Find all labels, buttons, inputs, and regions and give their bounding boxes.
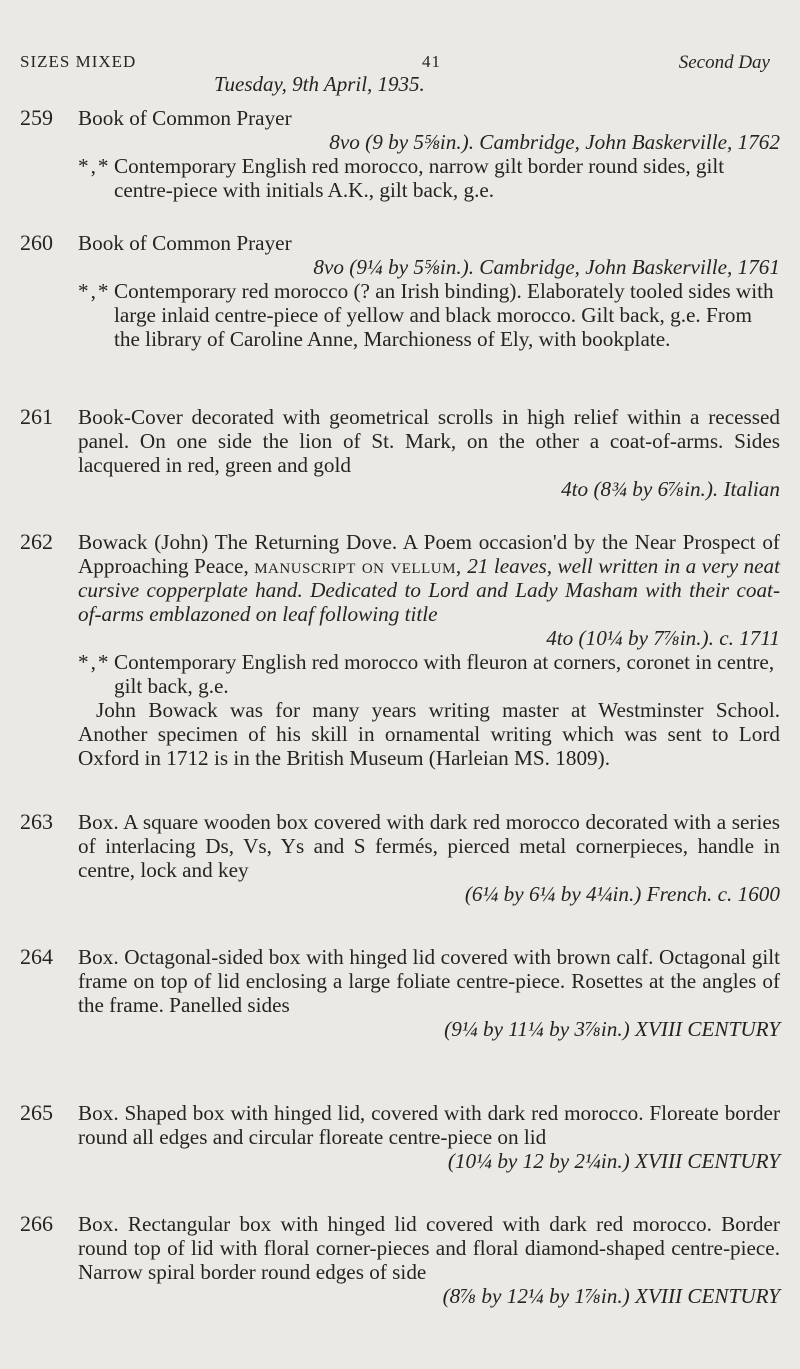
lot-imprint: 8vo (9 by 5⅝in.). Cambridge, John Baskerville, 1762 (329, 130, 780, 154)
lot-number: 264 (20, 944, 53, 969)
lot-medium: manuscript on vellum, (254, 554, 462, 578)
lot-263 (20, 810, 780, 906)
lot-description: Bowack (John) The Returning Dove. A Poem occasion'd by the Near Prospect of Approaching Peace, (78, 530, 780, 578)
lot-description: Book-Cover decorated with geometrical scrolls in high relief within a recessed panel. On one side the lion of St. Mark, on the other a coat-of-arms. Sides lacquered in red, green and gold (78, 405, 780, 477)
lot-note: John Bowack was for many years writing master at Westminster School. Another specimen of his skill in ornamental writing which was sent to Lord Oxford in 1712 is in the British Museum (Harleian MS. 1809). (78, 698, 780, 770)
lot-262 (20, 530, 780, 770)
page-number: 41 (422, 52, 441, 71)
lot-binding: Contemporary English red morocco, narrow gilt border round sides, gilt centre-piece with initials A.K., gilt back, g.e. (114, 154, 725, 202)
lot-description: Box. A square wooden box covered with dark red morocco decorated with a series of interlacing Ds, Vs, Ys and S fermés, pierced metal cornerpieces, handle in centre, lock and key (78, 810, 780, 882)
lot-description: Box. Octagonal-sided box with hinged lid covered with brown calf. Octagonal gilt frame on top of lid enclosing a large foliate centre-piece. Rosettes at the angles of the frame. Panelled sides (78, 945, 780, 1017)
asterism-icon: *,* (78, 154, 111, 178)
lot-imprint: (9¼ by 11¼ by 3⅞in.) XVIII CENTURY (444, 1017, 780, 1041)
lot-265 (20, 1101, 780, 1173)
lot-imprint: (8⅞ by 12¼ by 1⅞in.) XVIII CENTURY (442, 1284, 780, 1308)
lot-description: Box. Rectangular box with hinged lid covered with dark red morocco. Border round top of lid with floral corner-pieces and floral diamond-shaped centre-piece. Narrow spiral border round edges of side (78, 1212, 780, 1284)
asterism-icon: *,* (78, 650, 111, 674)
lot-261 (20, 405, 780, 501)
lot-266 (20, 1212, 780, 1308)
lot-imprint: 8vo (9¼ by 5⅝in.). Cambridge, John Baskerville, 1761 (313, 255, 780, 279)
lot-imprint: (6¼ by 6¼ by 4¼in.) French. c. 1600 (464, 882, 780, 906)
lot-imprint: 4to (10¼ by 7⅞in.). c. 1711 (546, 626, 780, 650)
lot-binding: Contemporary English red morocco with fleuron at corners, coronet in centre, gilt back, g.e. (114, 650, 775, 698)
lot-title: Book of Common Prayer (78, 106, 292, 130)
lot-number: 260 (20, 230, 53, 255)
lot-description: Box. Shaped box with hinged lid, covered with dark red morocco. Floreate border round all edges and circular floreate centre-piece on lid (78, 1101, 780, 1149)
lot-number: 265 (20, 1100, 53, 1125)
lot-binding: Contemporary red morocco (? an Irish binding). Elaborately tooled sides with large inlaid centre-piece of yellow and black morocco. Gilt back, g.e. From the library of Caroline Anne, Marchioness of Ely, with bookplate. (114, 279, 774, 351)
lot-number: 263 (20, 809, 53, 834)
lot-imprint: (10¼ by 12 by 2¼in.) XVIII CENTURY (447, 1149, 780, 1173)
lot-title: Book of Common Prayer (78, 231, 292, 255)
lot-number: 259 (20, 105, 53, 130)
lot-number: 262 (20, 529, 53, 554)
sale-date: Tuesday, 9th April, 1935. (214, 72, 425, 96)
lot-259 (20, 106, 780, 202)
header-right: Second Day (678, 52, 770, 73)
lot-number: 266 (20, 1211, 53, 1236)
lot-description-italic: 21 leaves, well written in a very neat cursive copperplate hand. Dedicated to Lord and Lady Masham with their coat-of-arms emblazoned on leaf following title (78, 554, 781, 626)
lot-264 (20, 945, 780, 1041)
lot-imprint: 4to (8¾ by 6⅞in.). Italian (561, 477, 780, 501)
lot-260 (20, 231, 780, 351)
asterism-icon: *,* (78, 279, 111, 303)
header-left: SIZES MIXED (20, 52, 137, 71)
lot-number: 261 (20, 404, 53, 429)
